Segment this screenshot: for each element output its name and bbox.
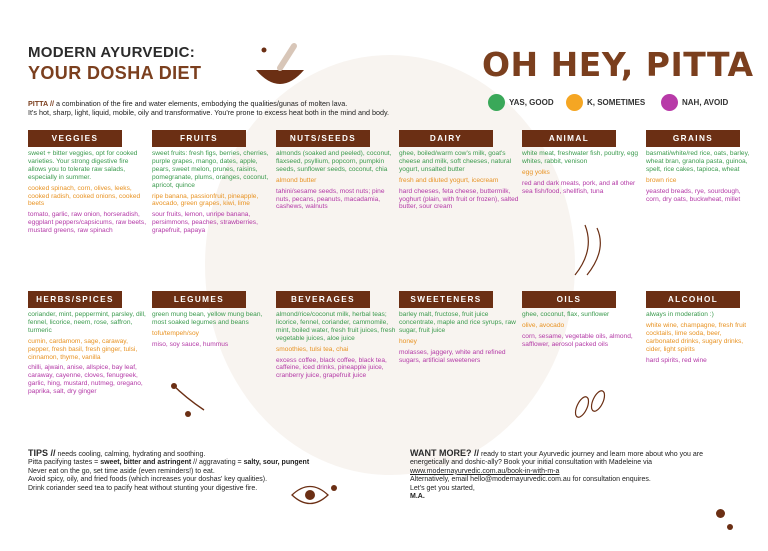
signoff: M.A. (410, 493, 425, 501)
column-alcohol: always in moderation :) white wine, champagne, fresh fruit cocktails, lime soda, beer, carbonated drinks, sugary drinks, cider, light spirits hard spirits, red wine (646, 311, 747, 364)
column-veggies: sweet + bitter veggies, opt for cooked varieties. Your strong digestive fire allows you to tolerate raw salads, especially in summer. cooked spinach, corn, olives, leeks, cooked radish, cooked onions, cooked beets tomato, garlic, raw onion, horseradish, eggplant peppers/capsicums, raw beets, mustard greens, raw spinach (28, 150, 147, 235)
brand-name: MODERN AYURVEDIC: (28, 44, 196, 61)
legend-good: YAS, GOOD (488, 94, 554, 111)
page-headline: OH HEY, PITTA (482, 45, 754, 84)
column-herbs-spices: coriander, mint, peppermint, parsley, dill, fennel, licorice, neem, rose, saffron, turmeric cumin, cardamom, sage, caraway, pepper, fresh basil, fresh ginger, tulsi, cinnamon, thyme, vanilla chilli, ajwain, anise, allspice, bay leaf, caraway, cayenne, cloves, fenugreek, garlic, hing, mustard, nutmeg, oregano, paprika, salt, dry ginger (28, 311, 146, 396)
heading-beverages: BEVERAGES (276, 291, 370, 308)
heading-grains: GRAINS (646, 130, 740, 147)
heading-sweeteners: SWEETENERS (399, 291, 493, 308)
column-animal: white meat, freshwater fish, poultry, egg whites, rabbit, venison egg yolks red and dark meats, pork, and all other sea fish/food, shellfish, tuna (522, 150, 639, 195)
heading-fruits: FRUITS (152, 130, 246, 147)
column-sweeteners: barley malt, fructose, fruit juice concentrate, maple and rice syrups, raw sugar, fruit juice honey molasses, jaggery, white and refined sugars, artificial sweeteners (399, 311, 516, 364)
heading-alcohol: ALCOHOL (646, 291, 740, 308)
legend-sometimes: K, SOMETIMES (566, 94, 645, 111)
mortar-pestle-icon (250, 40, 310, 95)
tips-section: TIPS // needs cooling, calming, hydrating and soothing. Pitta pacifying tastes = sweet, bitter and astringent // aggravating = salty, sour, pungent Never eat on the go, set time aside (even reminders!) to eat. Avoid spicy, oily, and fried foods (which increases your doshas' key qualities). Drink coriander seed tea to pacify heat without stunting your digestive fire. (28, 448, 310, 492)
dot-decoration (727, 524, 733, 530)
heading-animal: ANIMAL (522, 130, 616, 147)
orange-dot-icon (566, 94, 583, 111)
booking-link[interactable]: www.modernayurvedic.com.au/book-in-with-m-a (410, 467, 560, 475)
legend-avoid: NAH, AVOID (661, 94, 728, 111)
purple-dot-icon (661, 94, 678, 111)
heading-oils: OILS (522, 291, 616, 308)
green-dot-icon (488, 94, 505, 111)
heading-dairy: DAIRY (399, 130, 493, 147)
heading-veggies: VEGGIES (28, 130, 122, 147)
column-fruits: sweet fruits: fresh figs, berries, cherries, purple grapes, mango, dates, apple, pears, sweet melon, prunes, raisins, pomegranate, plums, oranges, coconut, apricot, quince ripe banana, passionfruit, pineapple, avocado, green grapes, kiwi, lime sour fruits, lemon, unripe banana, persimmons, peaches, strawberries, grapefruit, papaya (152, 150, 269, 235)
intro-text: PITTA // a combination of the fire and water elements, embodying the qualities/gunas of molten lava. It's hot, sharp, light, liquid, mobile, oily and transformative. You're prone to excess heat both in the mind and body. (28, 99, 389, 117)
dot-decoration (716, 509, 725, 518)
heading-nuts-seeds: NUTS/SEEDS (276, 130, 370, 147)
column-legumes: green mung bean, yellow mung bean, most soaked legumes and beans tofu/tempeh/soy miso, soy sauce, hummus (152, 311, 263, 348)
flame-swirl-icon (565, 220, 615, 280)
column-oils: ghee, coconut, flax, sunflower olive, avocado corn, sesame, vegetable oils, almond, safflower, aerosol packed oils (522, 311, 633, 348)
column-beverages: almond/rice/coconut milk, herbal teas; licorice, fennel, coriander, cammomile, mint, boiled water, fresh fruit juices, fresh vegetable juices, aloe juice smoothies, tulsi tea, chai excess coffee, black coffee, black tea, caffeine, iced drinks, pineapple juice, cranberry juice, grapefruit juice (276, 311, 396, 380)
heading-herbs-spices: HERBS/SPICES (28, 291, 122, 308)
heading-legumes: LEGUMES (152, 291, 246, 308)
watermark-logo (205, 55, 575, 475)
column-nuts-seeds: almonds (soaked and peeled), coconut, flaxseed, psyllium, popcorn, pumpkin seeds, sunflower seeds, coconut, chia almond butter tahini/sesame seeds, most nuts; pine nuts, pecans, peanuts, macadamia, cashews, walnuts (276, 150, 392, 211)
column-dairy: ghee, boiled/warm cow's milk, goat's cheese and milk, soft cheeses, natural yogurt, unsalted butter fresh and diluted yogurt, icecream hard cheeses, feta cheese, buttermilk, yoghurt (plain, with fruit or frozen), salted butter, sour cream (399, 150, 519, 211)
brand-subtitle: YOUR DOSHA DIET (28, 63, 202, 83)
want-more-section: WANT MORE? // ready to start your Ayurvedic journey and learn more about who you are energetically and doshic-ally? Book your initial consultation with Madeleine via www.modernayurvedic.com.au/book-in-with-m-a Alternatively, email hello@modernayurvedic.com.au for consultation enquires. Let's get you started, M.A. (410, 448, 703, 501)
column-grains: basmati/white/red rice, oats, barley, wheat bran, granola pasta, guinoa, spelt, rice cakes, tapioca, wheat brown rice yeasted breads, rye, sourdough, corn, dry oats, buckwheat, millet (646, 150, 750, 203)
sprig-icon (168, 380, 208, 420)
leaf-icon (570, 385, 610, 425)
